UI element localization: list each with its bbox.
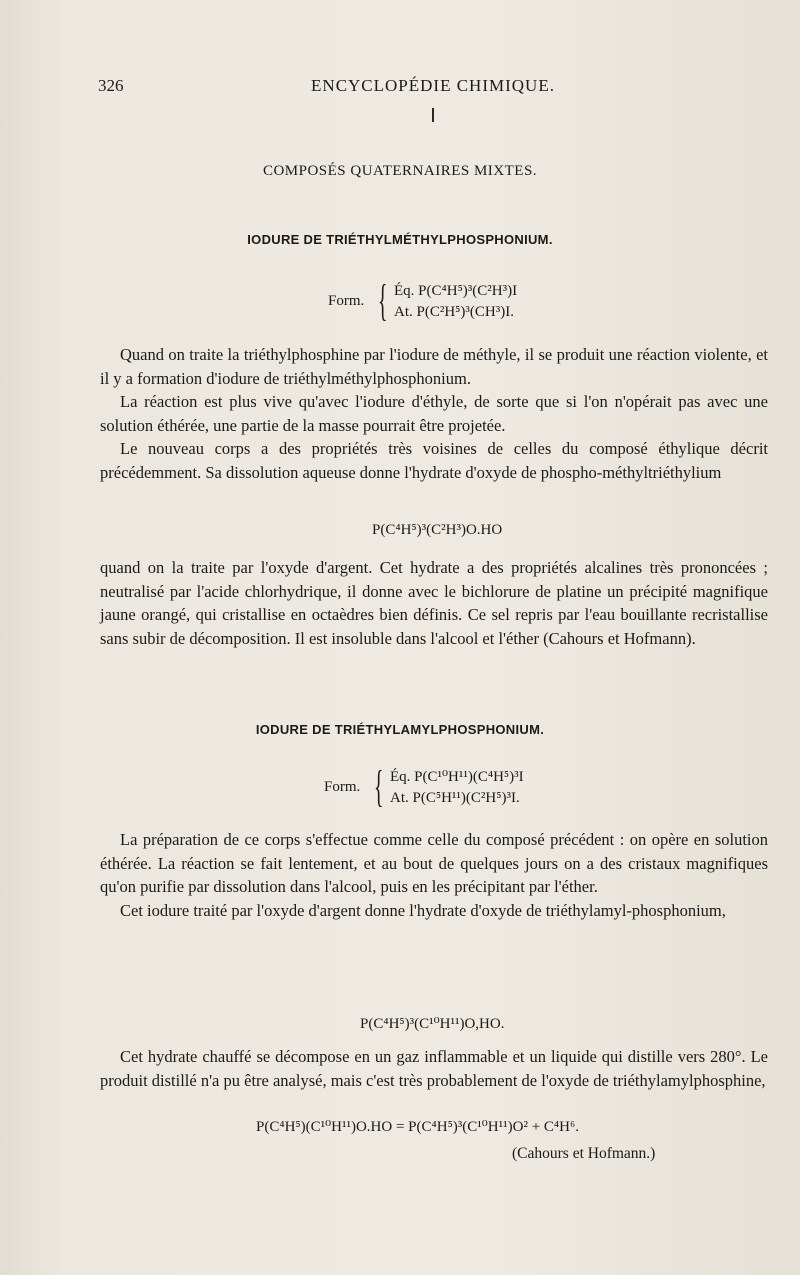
paragraph: Cet iodure traité par l'oxyde d'argent donne l'hydrate d'oxyde de triéthylamyl-phosphonium, — [120, 900, 726, 920]
brace-icon: { — [378, 276, 388, 325]
decomposition-equation: P(C⁴H⁵)(C¹⁰H¹¹)O.HO = P(C⁴H⁵)³(C¹⁰H¹¹)O² + C⁴H⁶. — [256, 1119, 579, 1135]
brace-icon: { — [374, 762, 384, 811]
compound-2-continuation — [100, 1045, 768, 1092]
section-title: COMPOSÉS QUATERNAIRES MIXTES. — [262, 163, 538, 179]
paragraph: Le nouveau corps a des propriétés très voisines de celles du composé éthylique décrit précédemment. Sa dissolution aqueuse donne l'hydrate d'oxyde de phospho-méthyltriéthylium — [100, 439, 768, 482]
paragraph: Cet hydrate chauffé se décompose en un gaz inflammable et un liquide qui distille vers 280°. Le produit distillé n'a pu être analysé, mais c'est très probablement de l'oxyde de triéthylamylphosphine, — [100, 1047, 768, 1090]
equivalent-formula: Éq. P(C¹⁰H¹¹)(C⁴H⁵)³I — [390, 769, 524, 785]
atomic-formula: At. P(C⁵H¹¹)(C²H⁵)³I. — [390, 790, 520, 806]
compound-1-hydrate-formula: P(C⁴H⁵)³(C²H³)O.HO — [372, 522, 503, 538]
compound-1-description — [100, 343, 768, 484]
paragraph: La réaction est plus vive qu'avec l'iodure d'éthyle, de sorte que si l'on n'opérait pas avec une solution éthérée, une partie de la masse pourrait être projetée. — [100, 392, 768, 435]
form-label: Form. — [324, 779, 361, 795]
paragraph: La préparation de ce corps s'effectue comme celle du composé précédent : on opère en solution éthérée. La réaction se fait lentement, et au bout de quelques jours on a des cristaux magnifiques qu'on purifie par dissolution dans l'alcool, puis en les précipitant par l'éther. — [100, 830, 768, 896]
compound-2-title: IODURE DE TRIÉTHYLAMYLPHOSPHONIUM. — [255, 722, 545, 737]
compound-1-formula — [328, 276, 588, 325]
equivalent-formula: Éq. P(C⁴H⁵)³(C²H³)I — [394, 283, 518, 299]
compound-1-title: IODURE DE TRIÉTHYLMÉTHYLPHOSPHONIUM. — [247, 232, 553, 247]
compound-2-formula — [324, 762, 594, 811]
form-label: Form. — [328, 293, 365, 309]
atomic-formula: At. P(C²H⁵)³(CH³)I. — [394, 304, 514, 320]
running-title: ENCYCLOPÉDIE CHIMIQUE. — [311, 76, 555, 95]
credit: (Cahours et Hofmann.) — [512, 1145, 656, 1162]
compound-1-continuation — [100, 556, 768, 650]
compound-2-description — [100, 828, 768, 922]
compound-2-hydrate-formula: P(C⁴H⁵)³(C¹⁰H¹¹)O,HO. — [360, 1016, 505, 1032]
running-head — [98, 76, 768, 100]
page-number: 326 — [98, 76, 124, 95]
printer-mark — [432, 108, 434, 122]
paragraph: quand on la traite par l'oxyde d'argent. Cet hydrate a des propriétés alcalines très prononcées ; neutralisé par l'acide chlorhydrique, il donne avec le bichlorure de platine un précipité magnifique jaune orangé, qui cristallise en octaèdres bien définis. Ce sel repris par l'eau bouillante recristallise sans subir de décomposition. Il est insoluble dans l'alcool et l'éther (Cahours et Hofmann). — [100, 558, 768, 648]
paragraph: Quand on traite la triéthylphosphine par l'iodure de méthyle, il se produit une réaction violente, et il y a formation d'iodure de triéthylméthylphosphonium. — [100, 345, 768, 388]
